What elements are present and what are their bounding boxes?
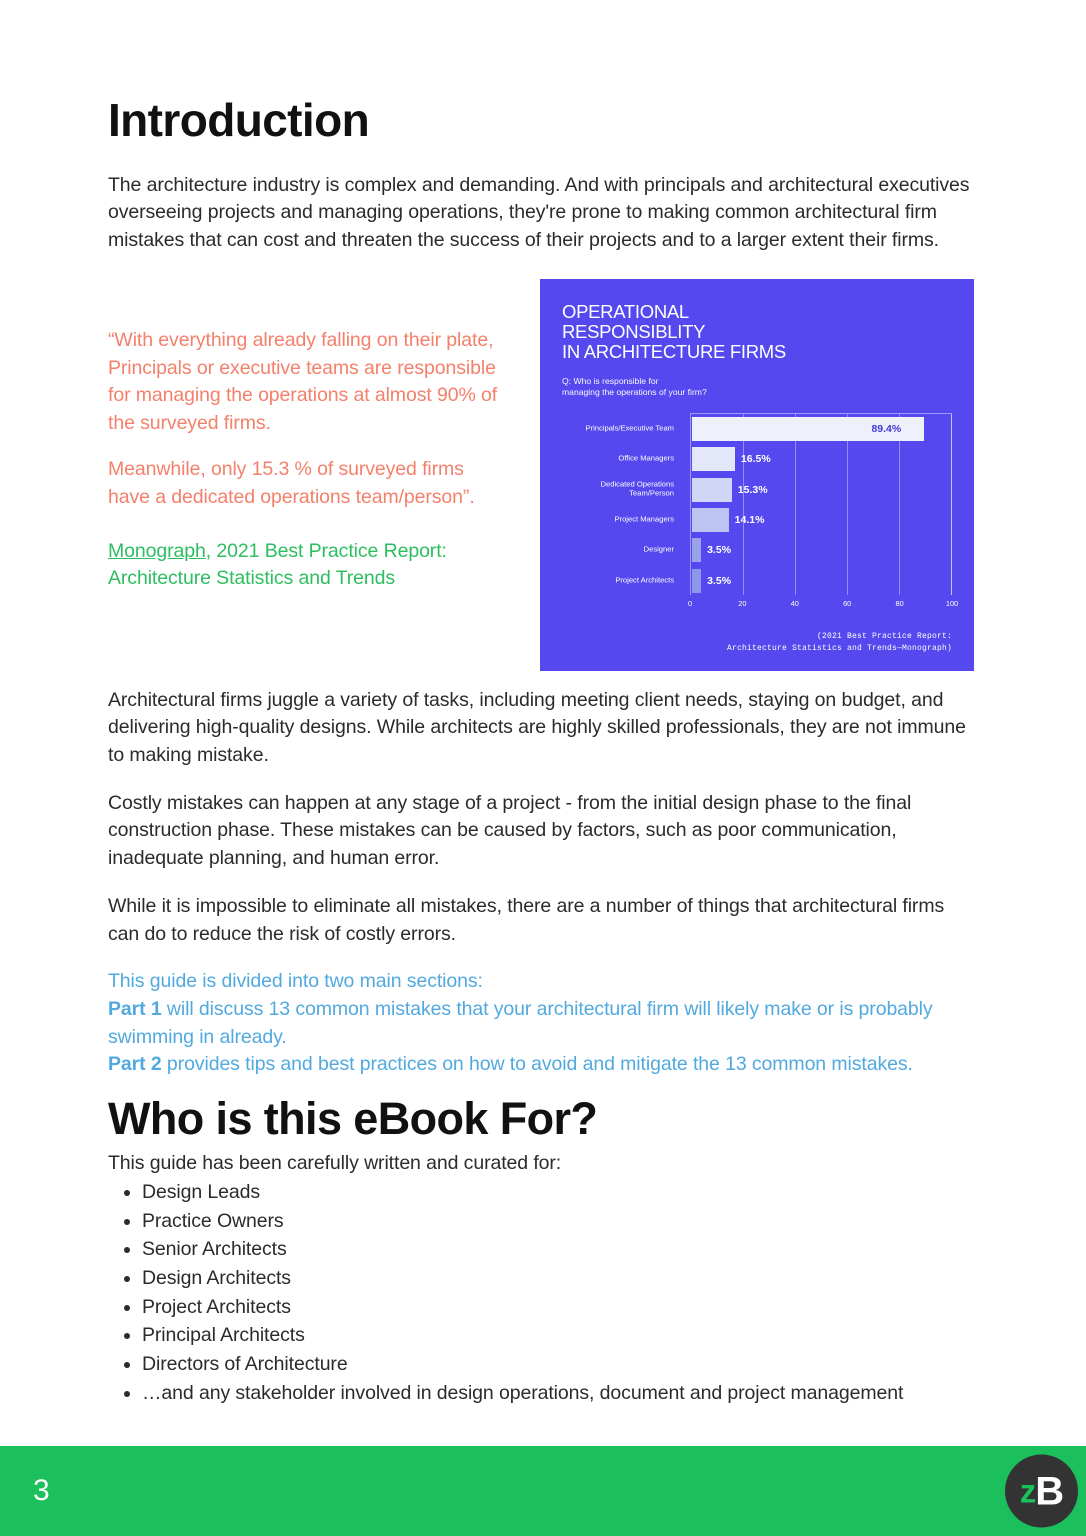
chart-question-line-1: Q: Who is responsible for xyxy=(562,375,659,386)
chart-title-line-2: RESPONSIBLITY xyxy=(562,320,706,342)
monograph-link[interactable]: Monograph xyxy=(108,539,206,562)
quote-and-chart-row xyxy=(108,279,978,671)
audience-list-item: • Directors of Architecture xyxy=(142,1351,978,1379)
page-title: Introduction xyxy=(108,94,370,146)
chart-x-tick-label: 60 xyxy=(843,598,852,608)
chart-question-line-2: managing the operations of your firm? xyxy=(562,387,707,398)
audience-list-item: • Project Architects xyxy=(142,1294,978,1322)
quote-paragraph-2: Meanwhile, only 15.3 % of surveyed firms have a dedicated operations team/person”. xyxy=(108,458,475,509)
intro-paragraph: The architecture industry is complex and demanding. And with principals and architectural executives overseeing projects and managing operations, they're prone to making common architectural firm mistakes that can cost and threaten the success of their projects and to a larger extent their firms. xyxy=(108,173,970,252)
chart-x-axis xyxy=(687,598,959,613)
paragraph-2: Architectural firms juggle a variety of tasks, including meeting client needs, staying on budget, and delivering high-quality designs. While architects are highly skilled professionals, they are not immune to making mistake. xyxy=(108,688,966,767)
audience-heading: Who is this eBook For? xyxy=(108,1092,598,1144)
chart-caption-line-1: (2021 Best Practice Report: xyxy=(816,631,952,641)
chart-bar-value: 89.4% xyxy=(871,422,902,435)
chart-bar-value: 14.1% xyxy=(734,513,765,526)
chart-x-tick-label: 20 xyxy=(738,598,747,608)
chart-bar xyxy=(692,569,701,593)
audience-list-item: • Principal Architects xyxy=(142,1322,978,1350)
chart-category-label: Project Managers xyxy=(614,514,674,524)
audience-lead: This guide has been carefully written and curated for: xyxy=(108,1151,562,1174)
guide-part1-text: will discuss 13 common mistakes that your architectural firm will likely make or is probably swimming in already. xyxy=(108,997,933,1048)
chart-bar xyxy=(692,478,732,502)
chart-gridline xyxy=(951,414,952,595)
audience-list-item: • …and any stakeholder involved in design operations, document and project management xyxy=(142,1380,978,1408)
chart-title-line-1: OPERATIONAL xyxy=(562,300,689,322)
chart-category-label: Designer xyxy=(643,544,674,554)
chart-plot-area xyxy=(690,413,952,595)
chart-caption xyxy=(727,631,952,655)
chart-caption-line-2: Architecture Statistics and Trends—Monograph) xyxy=(726,643,952,653)
audience-list-item: • Senior Architects xyxy=(142,1236,978,1264)
page-footer xyxy=(0,1446,1086,1536)
page-number: 3 xyxy=(33,1474,50,1507)
audience-list xyxy=(108,1179,978,1408)
chart-question xyxy=(562,376,952,399)
chart-plot xyxy=(562,413,959,611)
chart-x-tick-label: 80 xyxy=(895,598,904,608)
chart-bar-value: 15.3% xyxy=(737,483,768,496)
chart-bar-value: 3.5% xyxy=(707,544,732,557)
logo-letter-b: B xyxy=(1035,1469,1064,1513)
audience-list-item: • Design Leads xyxy=(142,1179,978,1207)
audience-list-item: • Design Architects xyxy=(142,1265,978,1293)
chart-x-tick-label: 100 xyxy=(945,598,959,608)
quote-source-rest: , 2021 Best Practice Report: Architecture Statistics and Trends xyxy=(108,539,447,590)
guide-block xyxy=(108,968,978,1079)
audience-list-item: • Practice Owners xyxy=(142,1208,978,1236)
chart-category-labels xyxy=(562,413,682,611)
guide-part2-text: provides tips and best practices on how to avoid and mitigate the 13 common mistakes. xyxy=(161,1053,913,1076)
guide-intro: This guide is divided into two main sections: xyxy=(108,970,483,993)
quote-paragraph-1: “With everything already falling on their plate, Principals or executive teams are responsible for managing the operations at almost 90% of the surveyed firms. xyxy=(108,328,498,435)
guide-part1-label: Part 1 xyxy=(108,997,162,1020)
chart-category-label: Principals/Executive Team xyxy=(585,423,674,433)
guide-part2-label: Part 2 xyxy=(108,1053,162,1076)
chart-bar-value: 3.5% xyxy=(707,574,732,587)
quote-source xyxy=(108,538,508,593)
chart-bar xyxy=(692,508,729,532)
operational-responsibility-chart xyxy=(540,279,974,671)
chart-bars xyxy=(691,414,951,595)
chart-x-tick-label: 0 xyxy=(687,598,693,608)
chart-bar-value: 16.5% xyxy=(740,453,771,466)
chart-x-tick-label: 40 xyxy=(790,598,799,608)
zbrain-logo[interactable] xyxy=(1005,1455,1078,1528)
paragraph-3: Costly mistakes can happen at any stage of a project - from the initial design phase to the final construction phase. These mistakes can be caused by factors, such as poor communication, inadequate planning, and human error. xyxy=(108,791,912,870)
chart-category-label: Office Managers xyxy=(618,453,674,463)
chart-title xyxy=(562,302,952,362)
chart-category-label: Project Architects xyxy=(615,574,674,584)
chart-bar xyxy=(692,447,735,471)
chart-title-line-3: IN ARCHITECTURE FIRMS xyxy=(562,340,786,362)
quote-column xyxy=(108,279,508,593)
logo-letter-z: z xyxy=(1019,1472,1036,1510)
chart-category-label: Dedicated Operations Team/Person xyxy=(600,479,674,498)
chart-bar xyxy=(692,538,701,562)
paragraph-4: While it is impossible to eliminate all mistakes, there are a number of things that architectural firms can do to reduce the risk of costly errors. xyxy=(108,894,945,945)
